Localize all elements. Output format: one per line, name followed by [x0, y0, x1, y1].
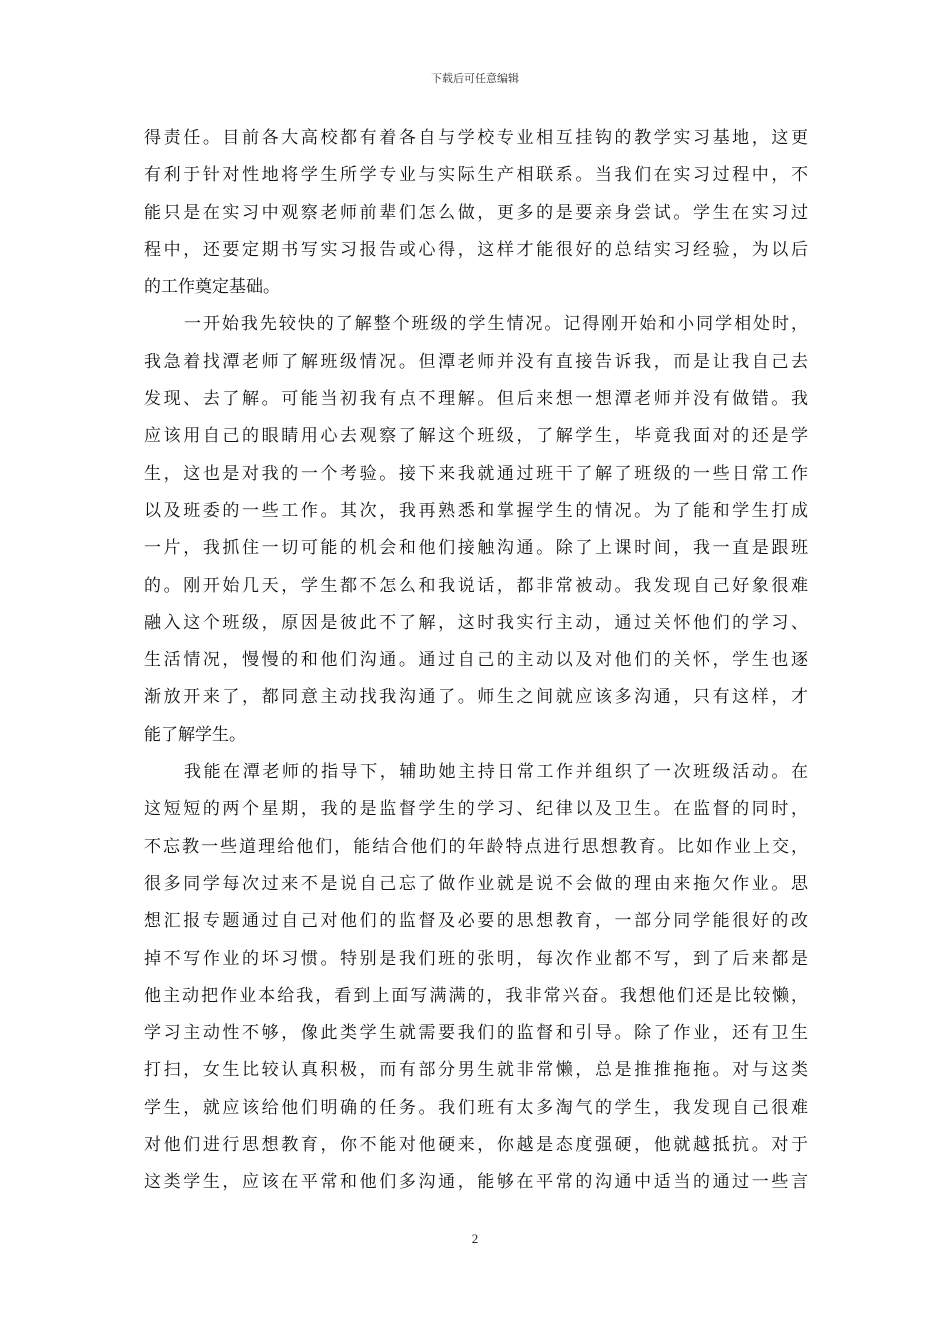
paragraph — [144, 754, 808, 1202]
text-line: 掉不写作业的坏习惯。特别是我们班的张明，每次作业都不写，到了后来都是 — [144, 948, 808, 969]
text-line: 这类学生，应该在平常和他们多沟通，能够在平常的沟通中适当的通过一些言 — [144, 1172, 808, 1193]
text-line: 以及班委的一些工作。其次，我再熟悉和掌握学生的情况。为了能和学生打成 — [144, 500, 808, 521]
text-line: 一片，我抓住一切可能的机会和他们接触沟通。除了上课时间，我一直是跟班 — [144, 538, 808, 559]
text-line: 他主动把作业本给我，看到上面写满满的，我非常兴奋。我想他们还是比较懒， — [144, 985, 808, 1006]
text-line: 生活情况，慢慢的和他们沟通。通过自己的主动以及对他们的关怀，学生也逐 — [144, 650, 808, 671]
text-line: 想汇报专题通过自己对他们的监督及必要的思想教育，一部分同学能很好的改 — [144, 911, 808, 932]
text-line: 融入这个班级，原因是彼此不了解，这时我实行主动，通过关怀他们的学习、 — [144, 612, 808, 633]
text-line: 这短短的两个星期，我的是监督学生的学习、纪律以及卫生。在监督的同时， — [144, 799, 808, 820]
text-line: 发现、去了解。可能当初我有点不理解。但后来想一想潭老师并没有做错。我 — [144, 389, 808, 410]
text-line: 学生，就应该给他们明确的任务。我们班有太多淘气的学生，我发现自己很难 — [144, 1097, 808, 1118]
paragraph — [144, 306, 808, 754]
text-line: 学习主动性不够，像此类学生就需要我们的监督和引导。除了作业，还有卫生 — [144, 1023, 808, 1044]
text-line: 有利于针对性地将学生所学专业与实际生产相联系。当我们在实习过程中，不 — [144, 165, 808, 186]
text-line: 得责任。目前各大高校都有着各自与学校专业相互挂钩的教学实习基地，这更 — [144, 128, 808, 148]
text-line: 能了解学生。 — [144, 724, 246, 745]
text-line: 我能在潭老师的指导下，辅助她主持日常工作并组织了一次班级活动。在 — [184, 762, 808, 783]
page-number: 2 — [471, 1231, 479, 1246]
text-line: 应该用自己的眼睛用心去观察了解这个班级，了解学生，毕竟我面对的还是学 — [144, 426, 808, 447]
text-line: 渐放开来了，都同意主动找我沟通了。师生之间就应该多沟通，只有这样，才 — [144, 687, 808, 708]
text-line: 我急着找潭老师了解班级情况。但潭老师并没有直接告诉我，而是让我自己去 — [144, 351, 808, 372]
text-line: 能只是在实习中观察老师前辈们怎么做，更多的是要亲身尝试。学生在实习过 — [144, 202, 808, 223]
text-line: 对他们进行思想教育，你不能对他硬来，你越是态度强硬，他就越抵抗。对于 — [144, 1135, 808, 1156]
text-line: 一开始我先较快的了解整个班级的学生情况。记得刚开始和小同学相处时， — [184, 314, 808, 335]
text-line: 的。刚开始几天，学生都不怎么和我说话，都非常被动。我发现自己好象很难 — [144, 575, 808, 596]
document-body — [144, 120, 808, 1202]
text-line: 不忘教一些道理给他们，能结合他们的年龄特点进行思想教育。比如作业上交， — [144, 836, 808, 857]
paragraph — [144, 120, 808, 306]
text-line: 的工作奠定基础。 — [144, 277, 280, 298]
text-line: 打扫，女生比较认真积极，而有部分男生就非常懒，总是推推拖拖。对与这类 — [144, 1060, 808, 1081]
text-line: 程中，还要定期书写实习报告或心得，这样才能很好的总结实习经验，为以后 — [144, 239, 808, 260]
text-line: 很多同学每次过来不是说自己忘了做作业就是说不会做的理由来拖欠作业。思 — [144, 873, 808, 894]
text-line: 生，这也是对我的一个考验。接下来我就通过班干了解了班级的一些日常工作 — [144, 463, 808, 484]
page-header: 下载后可任意编辑 — [431, 72, 519, 85]
